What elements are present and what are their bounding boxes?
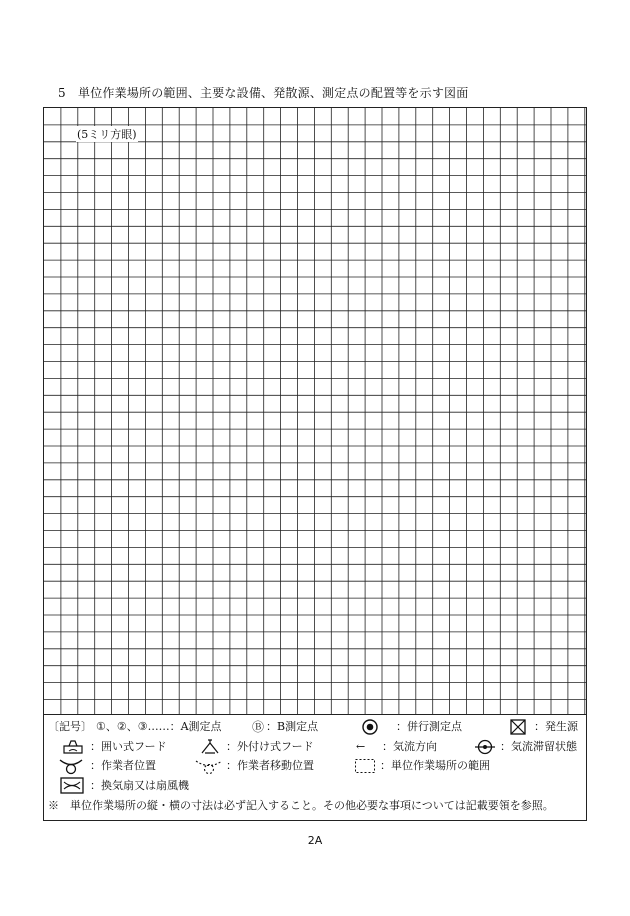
legend-worker-movement: ：作業者移動位置	[226, 759, 314, 772]
enclosed-hood-icon	[62, 739, 84, 755]
legend-b-point: ：B測定点	[266, 720, 319, 733]
external-hood-icon	[199, 738, 221, 756]
worker-position-icon	[58, 757, 84, 775]
unit-area-icon	[354, 758, 376, 774]
legend-fan: ：換気扇又は扇風機	[90, 779, 189, 792]
stagnation-icon	[474, 738, 496, 756]
grid-5mm	[44, 108, 586, 714]
legend-unit-area: ：単位作業場所の範囲	[380, 759, 490, 772]
legend-source: ：発生源	[534, 720, 578, 733]
b-point-symbol: Ⓑ	[252, 720, 265, 734]
legend-a-points: ①、②、③……：A測定点	[96, 720, 222, 733]
grid-note: (5ミリ方眼)	[77, 128, 137, 141]
legend-external-hood: ：外付け式フード	[226, 740, 314, 753]
page-heading: 5 単位作業場所の範囲、主要な設備、発散源、測定点の配置等を示す図面	[58, 86, 469, 100]
legend-enclosed-hood: ：囲い式フード	[90, 740, 167, 753]
page-number: 2A	[307, 834, 323, 847]
legend-stagnation: ：気流滞留状態	[500, 740, 577, 753]
legend	[44, 714, 586, 821]
combined-point-icon	[361, 718, 379, 736]
legend-combined-point: ：併行測定点	[396, 720, 462, 733]
dimension-note: ※ 単位作業場所の縦・横の寸法は必ず記入すること。その他必要な事項については記載要領を参照。	[48, 799, 554, 812]
fan-icon	[60, 777, 84, 794]
airflow-arrow-icon: ←	[356, 740, 366, 753]
legend-label: 〔記号〕	[48, 720, 92, 733]
worker-movement-icon	[194, 757, 224, 775]
legend-worker-position: ：作業者位置	[90, 759, 156, 772]
source-icon	[510, 719, 526, 735]
legend-airflow: ：気流方向	[382, 740, 437, 753]
drawing-frame	[43, 107, 587, 821]
